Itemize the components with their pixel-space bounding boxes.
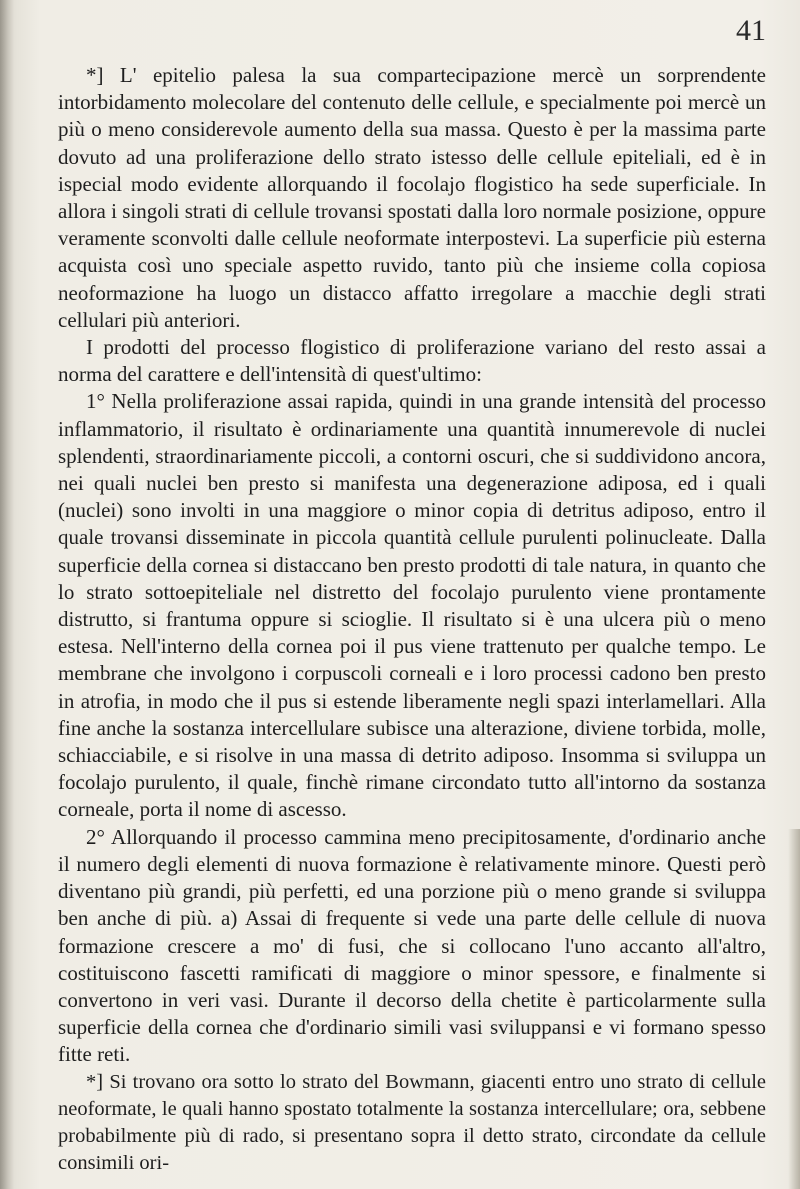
paragraph: I prodotti del processo flogistico di proliferazione variano del resto assai a norma del carattere e dell'intensità di quest'ultimo: <box>58 335 766 387</box>
footnote: *] Si trovano ora sotto lo strato del Bowmann, giacenti entro uno strato di cellule neoformate, le quali hanno spostato totalmente la sostanza intercellulare; ora, sebbene probabilmente più di rado, si presentano sopra il detto strato, circondate da cellule consimili ori- <box>58 1070 766 1175</box>
paragraph: 2° Allorquando il processo cammina meno precipitosamente, d'ordinario anche il numero degli elementi di nuova formazione è relativamente minore. Questi però diventano più grandi, più perfetti, ed una porzione più o meno grande si sviluppa ben anche di più. a) Assai di frequente si vede una parte delle cellule di nuova formazione crescere a mo' di fusi, che si collocano l'uno accanto all'altro, costituiscono fascetti ramificati di maggiore o minor spessore, e finalmente si convertono in veri vasi. Durante il decorso della chetite è particolarmente sulla superficie della cornea che d'ordinario simili vasi sviluppansi e vi formano spesso fitte reti. <box>58 824 766 1067</box>
paragraph: 1° Nella proliferazione assai rapida, quindi in una grande intensità del processo inflammatorio, il risultato è ordinariamente una quantità innumerevole di nuclei splendenti, straordinariamente piccoli, a contorni oscuri, che si suddividono ancora, nei quali nuclei ben presto si manifesta una degenerazione adiposa, ed i quali (nuclei) sono involti in una maggiore o minor copia di detritus adiposo, entro il quale trovansi disseminate in piccola quantità cellule purulenti polinucleate. Dalla superficie della cornea si distaccano ben presto prodotti di tale natura, in quanto che lo strato sottoepiteliale nel distretto del focolajo purulento viene prontamente distrutto, si frantuma oppure si scioglie. Il risultato si è una ulcera più o meno estesa. Nell'interno della cornea poi il pus viene trattenuto per qualche tempo. Le membrane che involgono i corpuscoli corneali e i loro processi cadono ben presto in atrofia, in modo che il pus si estende liberamente negli spazi interlamellari. Alla fine anche la sostanza intercellulare subisce una alterazione, diviene torbida, molle, schiacciabile, e si risolve in una massa di detrito adiposo. Insomma si sviluppa un focolajo purulento, il quale, finchè rimane circondato tutto all'intorno da sostanza corneale, porta il nome di ascesso. <box>58 389 766 822</box>
page-binding-shadow <box>0 0 14 1189</box>
page-edge-shadow <box>788 829 800 1189</box>
body-text <box>58 62 766 1177</box>
page-number: 41 <box>736 14 766 47</box>
paragraph: *] L' epitelio palesa la sua compartecipazione mercè un sorprendente intorbidamento molecolare del contenuto delle cellule, e specialmente poi mercè un più o meno considerevole aumento della sua massa. Questo è per la massima parte dovuto ad una proliferazione dello strato istesso delle cellule epiteliali, ed è in ispecial modo evidente allorquando il focolajo flogistico ha sede superficiale. In allora i singoli strati di cellule trovansi spostati dalla loro normale posizione, oppure veramente sconvolti dalle cellule neoformate interpostevi. La superficie più esterna acquista così uno speciale aspetto ruvido, tanto più che insieme colla copiosa neoformazione ha luogo un distacco affatto irregolare a macchie degli strati cellulari più anteriori. <box>58 63 766 332</box>
